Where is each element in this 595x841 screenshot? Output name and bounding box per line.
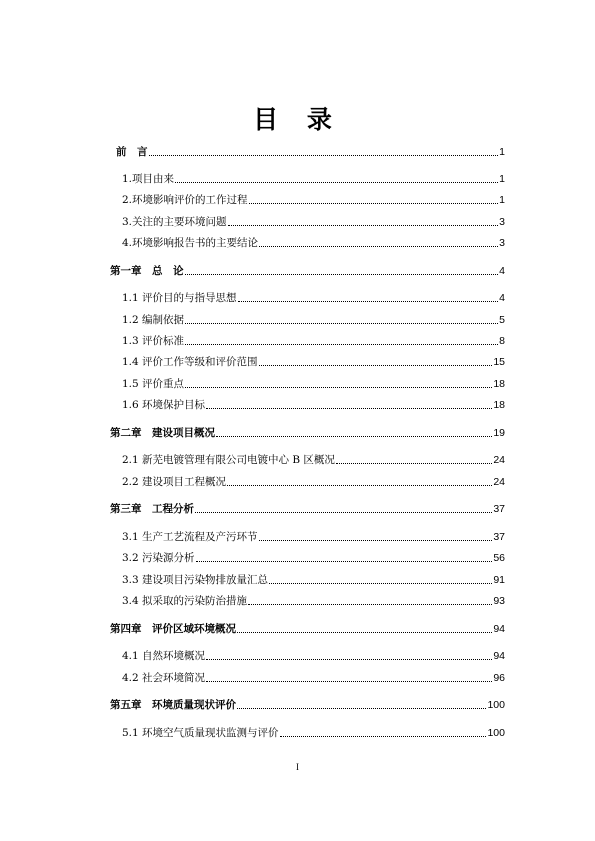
toc-entry-label: 2.2 建设项目工程概况 [122, 476, 227, 488]
toc-leader-dots [227, 485, 492, 486]
toc-leader-dots [336, 463, 492, 464]
toc-leader-dots [238, 301, 499, 302]
toc-entry-page: 4 [499, 292, 505, 304]
toc-entry-label: 5.1 环境空气质量现状监测与评价 [122, 727, 279, 739]
toc-entry-label: 第五章 环境质量现状评价 [110, 699, 236, 711]
toc-entry-page: 18 [493, 378, 505, 390]
toc-entry-page: 94 [493, 650, 505, 662]
toc-leader-dots [216, 436, 492, 437]
toc-entry-page: 1 [499, 173, 505, 185]
toc-entry-page: 93 [493, 595, 505, 607]
toc-section-entry[interactable] [122, 353, 505, 369]
toc-leader-dots [269, 583, 492, 584]
toc-section-entry[interactable] [122, 592, 505, 608]
toc-entry-page: 94 [493, 623, 505, 635]
toc-section-entry[interactable] [122, 289, 505, 305]
toc-section-entry[interactable] [122, 332, 505, 348]
toc-leader-dots [185, 274, 499, 275]
toc-leader-dots [206, 681, 492, 682]
toc-chapter-entry[interactable] [116, 143, 505, 159]
toc-leader-dots [185, 323, 498, 324]
toc-leader-dots [206, 408, 492, 409]
toc-entry-label: 1.2 编制依据 [122, 314, 185, 326]
toc-entry-page: 24 [493, 476, 505, 488]
toc-entry-page: 15 [493, 356, 505, 368]
page-title: 目 录 [253, 105, 342, 134]
toc-leader-dots [248, 604, 492, 605]
toc-section-entry[interactable] [122, 191, 505, 207]
toc-leader-dots [237, 708, 486, 709]
toc-entry-label: 4.1 自然环境概况 [122, 650, 206, 662]
toc-section-entry[interactable] [122, 213, 505, 229]
toc-entry-label: 1.项目由来 [122, 173, 175, 185]
toc-section-entry[interactable] [122, 473, 505, 489]
toc-leader-dots [280, 736, 487, 737]
page-number-footer: I [296, 762, 299, 772]
toc-section-entry[interactable] [122, 549, 505, 565]
toc-leader-dots [259, 246, 498, 247]
toc-leader-dots [195, 512, 492, 513]
toc-section-entry[interactable] [122, 234, 505, 250]
toc-entry-label: 第三章 工程分析 [110, 503, 194, 515]
toc-entry-label: 3.3 建设项目污染物排放量汇总 [122, 574, 269, 586]
toc-chapter-entry[interactable] [110, 696, 505, 712]
toc-chapter-entry[interactable] [110, 262, 505, 278]
toc-entry-page: 1 [499, 194, 505, 206]
toc-chapter-entry[interactable] [110, 424, 505, 440]
toc-chapter-entry[interactable] [110, 500, 505, 516]
toc-entry-page: 100 [487, 727, 505, 739]
toc-chapter-entry[interactable] [110, 620, 505, 636]
toc-entry-label: 3.1 生产工艺流程及产污环节 [122, 531, 258, 543]
toc-section-entry[interactable] [122, 571, 505, 587]
toc-leader-dots [228, 225, 499, 226]
toc-section-entry[interactable] [122, 451, 505, 467]
toc-entry-label: 3.关注的主要环境问题 [122, 216, 227, 228]
toc-entry-label: 2.环境影响评价的工作过程 [122, 194, 248, 206]
toc-entry-page: 37 [493, 531, 505, 543]
toc-entry-page: 1 [499, 146, 505, 158]
toc-leader-dots [175, 182, 498, 183]
toc-entry-page: 5 [499, 314, 505, 326]
toc-entry-page: 37 [493, 503, 505, 515]
toc-entry-page: 18 [493, 399, 505, 411]
toc-leader-dots [259, 365, 493, 366]
toc-leader-dots [185, 387, 492, 388]
toc-leader-dots [259, 540, 493, 541]
toc-entry-label: 1.4 评价工作等级和评价范围 [122, 356, 258, 368]
toc-section-entry[interactable] [122, 311, 505, 327]
toc-entry-label: 第二章 建设项目概况 [110, 427, 215, 439]
toc-leader-dots [185, 344, 498, 345]
toc-entry-page: 8 [499, 335, 505, 347]
toc-leader-dots [237, 632, 492, 633]
toc-entry-page: 4 [499, 265, 505, 277]
toc-entry-label: 3.2 污染源分析 [122, 552, 195, 564]
toc-entry-label: 第四章 评价区域环境概况 [110, 623, 236, 635]
toc-entry-page: 3 [499, 237, 505, 249]
toc-entry-label: 1.6 环境保护目标 [122, 399, 206, 411]
toc-leader-dots [249, 203, 499, 204]
toc-section-entry[interactable] [122, 669, 505, 685]
toc-leader-dots [149, 155, 499, 156]
toc-entry-label: 2.1 新芜电镀管理有限公司电镀中心 B 区概况 [122, 454, 335, 466]
toc-section-entry[interactable] [122, 396, 505, 412]
toc-entry-label: 4.2 社会环境简况 [122, 672, 206, 684]
toc-entry-label: 第一章 总 论 [110, 265, 184, 277]
toc-entry-label: 前 言 [116, 146, 148, 158]
toc-section-entry[interactable] [122, 170, 505, 186]
toc-leader-dots [206, 659, 492, 660]
toc-section-entry[interactable] [122, 528, 505, 544]
toc-leader-dots [196, 561, 493, 562]
toc-section-entry[interactable] [122, 724, 505, 740]
toc-entry-page: 24 [493, 454, 505, 466]
toc-section-entry[interactable] [122, 375, 505, 391]
toc-entry-label: 1.5 评价重点 [122, 378, 185, 390]
toc-entry-page: 91 [493, 574, 505, 586]
toc-entry-label: 1.1 评价目的与指导思想 [122, 292, 237, 304]
toc-entry-page: 96 [493, 672, 505, 684]
toc-entry-page: 19 [493, 427, 505, 439]
toc-entry-page: 100 [487, 699, 505, 711]
toc-entry-page: 3 [499, 216, 505, 228]
toc-entry-label: 4.环境影响报告书的主要结论 [122, 237, 259, 249]
toc-entry-page: 56 [493, 552, 505, 564]
toc-entry-label: 3.4 拟采取的污染防治措施 [122, 595, 248, 607]
toc-entry-label: 1.3 评价标准 [122, 335, 185, 347]
toc-section-entry[interactable] [122, 647, 505, 663]
